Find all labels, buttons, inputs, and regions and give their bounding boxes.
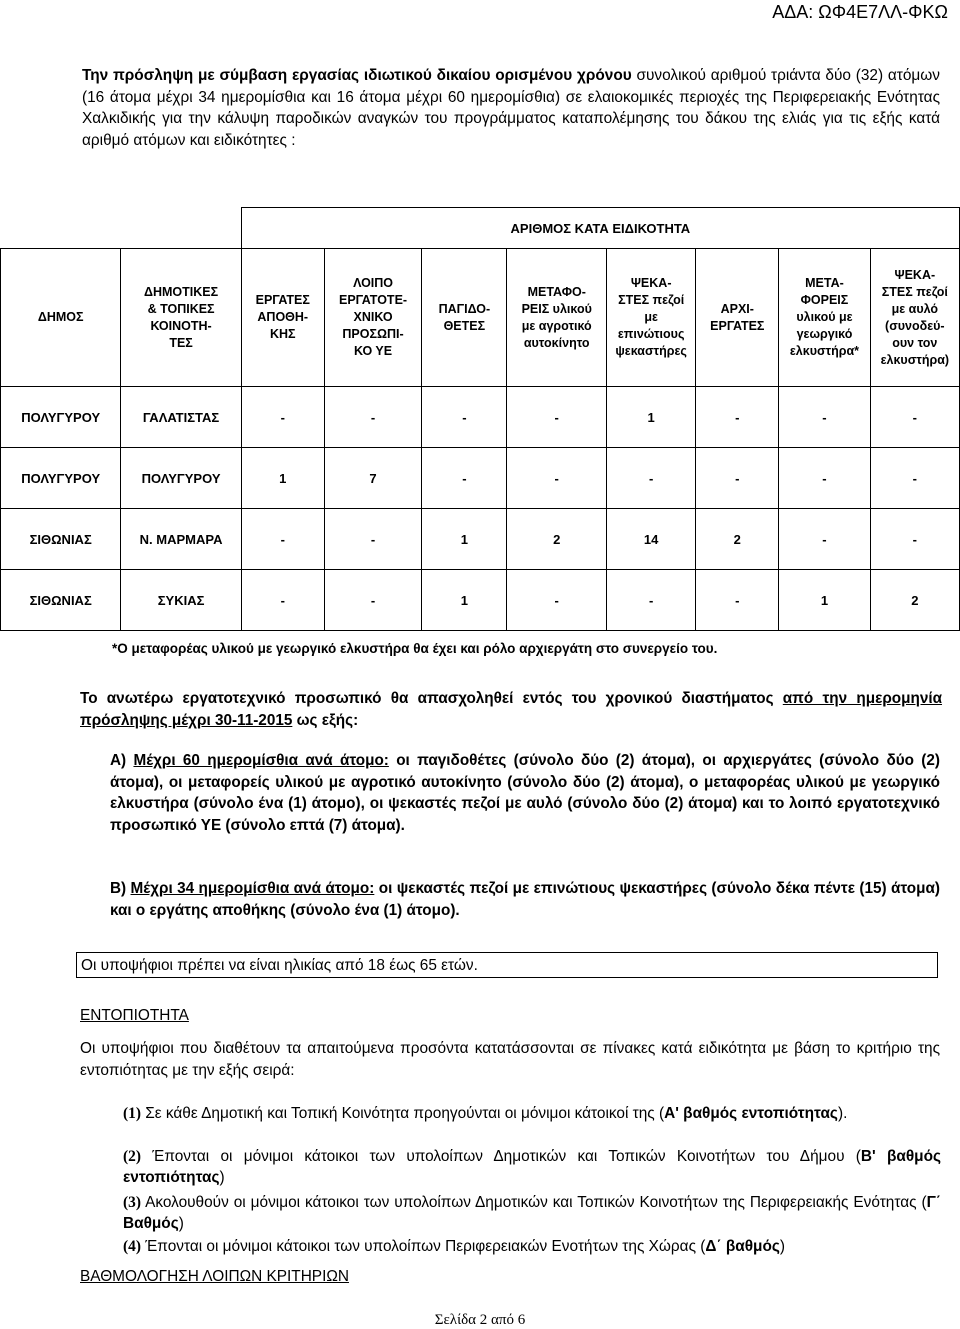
column-header-line: υλικού με	[796, 310, 853, 324]
column-header-line: ΛΟΙΠΟ	[353, 276, 394, 290]
table-row	[1, 509, 960, 570]
count-cell: 1	[422, 509, 507, 570]
column-header-line: ΔΗΜΟΤΙΚΕΣ	[144, 284, 219, 299]
column-header-line: ελκυστήρα*	[789, 344, 860, 358]
paragraph-b	[110, 878, 940, 921]
criterion-tail: )	[219, 1169, 225, 1186]
column-header-line: με	[644, 310, 658, 324]
count-cell: 14	[607, 509, 696, 570]
column-header-line: ΜΕΤΑ-	[805, 276, 844, 290]
count-cell: -	[870, 387, 959, 448]
para-a-text: οι παγιδοθέτες (σύνολο δύο (2) άτομα), οι αρχιεργάτες (σύνολο δύο (2) άτομα), οι μεταφορείς υλικού με αγροτικό αυτοκίνητο (σύνολο δύο (2) άτομα), ο μεταφορέας υλικού με γεωργικό ελκυστήρα (σύνολο ένα (1) άτομο), οι ψεκαστές πεζοί με αυλό (σύνολο δύο (2) άτομα) και το λοιπό εργατοτεχνικό προσωπικό ΥΕ (σύνολο επτά (7) άτομα).	[110, 752, 940, 835]
footnote: *Ο μεταφορέας υλικού με γεωργικό ελκυστήρα θα έχει και ρόλο αρχιεργάτη στο συνεργείο του.	[112, 641, 718, 656]
criterion-grade: Γ΄ Βαθμός	[123, 1194, 941, 1232]
count-cell: 2	[507, 509, 607, 570]
column-header-line: ΜΕΤΑΦΟ-	[527, 284, 586, 299]
count-cell: -	[241, 570, 324, 631]
column-header-line: ΘΕΤΕΣ	[443, 318, 486, 333]
criterion-tail: )	[779, 1238, 786, 1255]
criterion-2	[123, 1146, 941, 1188]
column-header-line: ΣΤΕΣ πεζοί	[618, 293, 685, 307]
table-row	[1, 448, 960, 509]
criterion-text: Ακολουθούν οι μόνιμοι κάτοικοι των υπολοίπων Δημοτικών και Τοπικών Κοινοτήτων της Περιφερειακής Ενότητας (	[140, 1194, 927, 1211]
criterion-grade: Α' βαθμός εντοπιότητας	[664, 1105, 838, 1122]
criterion-text: Σε κάθε Δημοτική και Τοπική Κοινότητα προηγούνται οι μόνιμοι κάτοικοί της (	[140, 1105, 665, 1122]
column-header	[696, 249, 779, 387]
criterion-4	[123, 1236, 941, 1257]
community-cell: Ν. ΜΑΡΜΑΡΑ	[121, 509, 241, 570]
count-cell: 1	[779, 570, 870, 631]
column-header-line: ελκυστήρα)	[880, 352, 950, 367]
criterion-number: (2)	[123, 1148, 141, 1165]
group-header: ΑΡΙΘΜΟΣ ΚΑΤΑ ΕΙΔΙΚΟΤΗΤΑ	[241, 208, 959, 249]
locality-heading: ΕΝΤΟΠΙΟΤΗΤΑ	[80, 1007, 189, 1024]
column-header	[241, 249, 324, 387]
municipality-cell: ΠΟΛΥΓΥΡΟΥ	[1, 387, 121, 448]
count-cell: -	[607, 448, 696, 509]
period-text: Το ανωτέρω εργατοτεχνικό προσωπικό θα απασχοληθεί εντός του χρονικού διαστήματος	[80, 690, 783, 707]
criterion-number: (4)	[123, 1238, 141, 1255]
criterion-tail: ).	[837, 1105, 848, 1122]
period-tail: ως εξής:	[292, 711, 359, 729]
column-header-line: & ΤΟΠΙΚΕΣ	[147, 301, 215, 316]
count-cell: -	[696, 570, 779, 631]
column-header-line: ΧΝΙΚΟ	[353, 310, 393, 324]
intro-paragraph	[82, 65, 940, 151]
column-header-line: ουν τον	[892, 335, 938, 350]
period-dates: από την ημερομηνία πρόσληψης μέχρι 30-11-2015	[80, 690, 943, 729]
column-header-line: ΣΤΕΣ πεζοί	[881, 284, 948, 299]
column-header	[779, 249, 870, 387]
column-header	[507, 249, 607, 387]
table-row	[1, 570, 960, 631]
count-cell: -	[422, 448, 507, 509]
count-cell: -	[324, 387, 422, 448]
community-cell: ΠΟΛΥΓΥΡΟΥ	[121, 448, 241, 509]
column-header	[121, 249, 241, 387]
criterion-3	[123, 1192, 941, 1234]
count-cell: -	[241, 509, 324, 570]
count-cell: 1	[422, 570, 507, 631]
column-header-line: ΑΡΧΙ-	[720, 301, 754, 316]
count-cell: -	[779, 509, 870, 570]
criterion-text: Έπονται οι μόνιμοι κάτοικοι των υπολοίπων Περιφερειακών Ενοτήτων της Χώρας (	[140, 1238, 706, 1255]
count-cell: -	[696, 448, 779, 509]
column-header-line: ΤΕΣ	[169, 335, 193, 350]
count-cell: -	[607, 570, 696, 631]
intro-bold: Την πρόσληψη με σύμβαση εργασίας ιδιωτικού δικαίου ορισμένου χρόνου	[82, 67, 632, 84]
count-cell: -	[779, 448, 870, 509]
count-cell: -	[696, 387, 779, 448]
column-header-line: επινώτιους	[617, 327, 685, 341]
specialties-table	[0, 207, 960, 631]
intro-rest: συνολικού αριθμού τριάντα δύο (32) ατόμων (16 άτομα μέχρι 34 ημερομίσθια και 16 άτομα μέχρι 60 ημερομίσθια) σε ελαιοκομικές περιοχές της Περιφερειακής Ενότητας Χαλκιδικής για την κάλυψη παροδικών αναγκών του προγράμματος καταπολέμησης του δάκου της ελιάς για τις εξής κατά αριθμό ατόμων και ειδικότητες :	[82, 67, 940, 149]
locality-description: Οι υποψήφιοι που διαθέτουν τα απαιτούμενα προσόντα κατατάσσονται σε πίνακες κατά ειδικότητα με βάση το κριτήριο της εντοπιότητας με την εξής σειρά:	[80, 1040, 940, 1079]
criterion-number: (3)	[123, 1194, 141, 1211]
column-header	[1, 249, 121, 387]
column-header-line: ΨΕΚΑ-	[630, 276, 672, 290]
column-header-line: ΠΡΟΣΩΠΙ-	[342, 327, 404, 341]
criterion-grade: Β' βαθμός εντοπιότητας	[123, 1148, 941, 1186]
column-header-line: ΨΕΚΑ-	[894, 267, 936, 282]
period-paragraph	[80, 688, 942, 731]
column-header-line: ΕΡΓΑΤΕΣ	[710, 318, 765, 333]
count-cell: -	[870, 509, 959, 570]
criterion-tail: )	[178, 1215, 184, 1232]
column-header-line: ΚΟ ΥΕ	[353, 344, 393, 358]
ada-code: ΑΔΑ: ΩΦ4Ε7ΛΛ-ΦΚΩ	[772, 2, 948, 22]
count-cell: -	[870, 448, 959, 509]
column-header	[607, 249, 696, 387]
municipality-cell: ΣΙΘΩΝΙΑΣ	[1, 509, 121, 570]
column-header-line: ΠΑΓΙΔΟ-	[438, 301, 491, 316]
column-header-line: με αυλό	[891, 301, 939, 316]
municipality-cell: ΠΟΛΥΓΥΡΟΥ	[1, 448, 121, 509]
para-b-lead: Β)	[110, 880, 131, 897]
count-cell: -	[241, 387, 324, 448]
column-header-line: αυτοκίνητο	[523, 335, 590, 350]
criterion-1	[123, 1103, 941, 1124]
column-header-line: ΦΟΡΕΙΣ	[800, 293, 849, 307]
count-cell: -	[324, 570, 422, 631]
column-header	[324, 249, 422, 387]
count-cell: -	[507, 387, 607, 448]
count-cell: 2	[870, 570, 959, 631]
column-header-line: (συνοδεύ-	[885, 318, 945, 333]
para-a-heading: Μέχρι 60 ημερομίσθια ανά άτομο:	[133, 752, 389, 769]
count-cell: 1	[607, 387, 696, 448]
column-header	[422, 249, 507, 387]
column-header-line: ΑΠΟΘΗ-	[257, 310, 309, 324]
para-a-lead: Α)	[110, 752, 134, 769]
column-header-line: ΕΡΓΑΤΕΣ	[255, 293, 310, 307]
age-requirement-box: Οι υποψήφιοι πρέπει να είναι ηλικίας από 18 έως 65 ετών.	[76, 952, 938, 978]
count-cell: 7	[324, 448, 422, 509]
community-cell: ΣΥΚΙΑΣ	[121, 570, 241, 631]
table-row	[1, 387, 960, 448]
count-cell: -	[507, 448, 607, 509]
community-cell: ΓΑΛΑΤΙΣΤΑΣ	[121, 387, 241, 448]
paragraph-a	[110, 750, 940, 837]
count-cell: -	[422, 387, 507, 448]
page-number: Σελίδα 2 από 6	[434, 1312, 526, 1328]
column-header-line: με αγροτικό	[521, 318, 592, 333]
column-header-line: ΕΡΓΑΤΟΤΕ-	[338, 293, 408, 307]
column-header-line: ψεκαστήρες	[615, 344, 687, 358]
para-b-text: οι ψεκαστές πεζοί με επινώτιους ψεκαστήρες (σύνολο δέκα πέντε (15) άτομα) και ο εργάτης αποθήκης (σύνολο ένα (1) άτομο).	[110, 880, 940, 919]
municipality-cell: ΣΙΘΩΝΙΑΣ	[1, 570, 121, 631]
column-header-line: ΔΗΜΟΣ	[37, 310, 84, 324]
count-cell: 2	[696, 509, 779, 570]
count-cell: -	[507, 570, 607, 631]
other-criteria-heading: ΒΑΘΜΟΛΟΓΗΣΗ ΛΟΙΠΩΝ ΚΡΙΤΗΡΙΩΝ	[80, 1268, 349, 1285]
column-header-line: ΡΕΙΣ υλικού	[521, 301, 592, 316]
column-header	[870, 249, 959, 387]
count-cell: 1	[241, 448, 324, 509]
para-b-heading: Μέχρι 34 ημερομίσθια ανά άτομο:	[130, 880, 375, 897]
count-cell: -	[324, 509, 422, 570]
column-header-line: ΚΟΙΝΟΤΗ-	[150, 318, 212, 333]
criterion-grade: Δ΄ βαθμός	[705, 1238, 780, 1255]
column-header-line: γεωργικό	[796, 327, 853, 341]
count-cell: -	[779, 387, 870, 448]
column-header-line: ΚΗΣ	[269, 327, 296, 341]
criterion-text: Έπονται οι μόνιμοι κάτοικοι των υπολοίπων Δημοτικών και Τοπικών Κοινοτήτων του Δήμου (	[140, 1148, 861, 1165]
criterion-number: (1)	[123, 1105, 141, 1122]
